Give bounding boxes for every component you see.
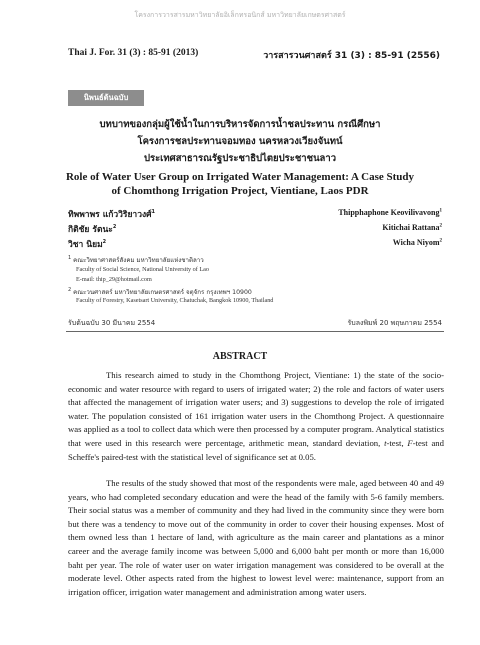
author-thai-2: กิติชัย รัตนะ$^2$	[68, 224, 117, 235]
english-title-line-2: of Chomthong Irrigation Project, Vientiane, Laos PDR	[111, 185, 369, 197]
affiliation-2-thai: $^2$ คณะวนศาสตร์ มหาวิทยาลัยเกษตรศาสตร์ จตุจักร กรุงเทพฯ 10900	[68, 287, 252, 297]
author-thai-1: ทิพพาพร แก้ววิริยาวงศ์$^1$	[68, 209, 156, 220]
accepted-date: รับลงพิมพ์ 20 พฤษภาคม 2554	[347, 319, 442, 327]
journal-citation-en: Thai J. For. 31 (3) : 85-91 (2013)	[68, 48, 199, 58]
abstract-heading: ABSTRACT	[212, 351, 268, 362]
affiliation-1-email: E-mail: thip_29@hotmail.com	[76, 276, 152, 283]
journal-citation-th: วารสารวนศาสตร์ 31 (3) : 85-91 (2556)	[263, 51, 440, 61]
thai-title-line-2: โครงการชลประทานจอมทอง นครหลวงเวียงจันทน์	[137, 136, 343, 147]
thai-title-line-3: ประเทศสาธารณรัฐประชาธิปไตยประชาชนลาว	[143, 153, 337, 164]
affiliation-2-en: Faculty of Forestry, Kasetsart University, Chatuchak, Bangkok 10900, Thailand	[76, 297, 274, 304]
affiliation-1-en: Faculty of Social Science, National University of Lao	[76, 266, 209, 273]
affiliation-1-thai: $^1$ คณะวิทยาศาสตร์สังคม มหาวิทยาลัยแห่งชาติลาว	[68, 255, 204, 265]
thai-title-line-1: บทบาทของกลุ่มผู้ใช้น้ำในการบริหารจัดการน้ำชลประทาน กรณีศึกษา	[99, 119, 381, 130]
english-title-line-1: Role of Water User Group on Irrigated Water Management: A Case Study	[65, 171, 414, 183]
section-badge: นิพนธ์ต้นฉบับ	[68, 90, 144, 106]
watermark: โครงการวารสารมหาวิทยาลัยอิเล็กทรอนิกส์ มหาวิทยาลัยเกษตรศาสตร์	[134, 11, 346, 19]
abstract-paragraph-2: The results of the study showed that most of the respondents were male, aged between 40 and 49 years, who had completed secondary education and were the head of the family with 5-6 family members. Their social status was a member of community and they had lived in the community since they were born but there was a tendency to move out of the community in order to cover their housing expenses. Most of them owned less than 1 hectare of land, with agriculture as the main career and plantations as a minor career and the average family income was between 5,000 and 6,000 baht per month or more than 16,000 baht per year. The role of water user on water irrigation management was considered to be overall at the moderate level. Other aspects rated from the highest to lowest level were: maintenance, support from an irrigation officer, irrigation water management and administration among water users.	[68, 478, 444, 597]
author-en-1: Thipphaphone Keovilivavong$^1$	[338, 208, 442, 217]
author-en-3: Wicha Niyom$^2$	[392, 238, 442, 247]
author-thai-3: วิชา นิยม$^2$	[68, 239, 107, 250]
abstract-paragraph-1: This research aimed to study in the Chomthong Project, Vientiane: 1) the state of the socio-economic and water resource with regard to users of irrigated water; 2) the role and factors of water users that affected the management of irrigation water users; and 3) suggestions to develop the role of irrigated water. The population consisted of 161 irrigation water users in the Chomthong Project. A questionnaire was applied as a tool to collect data which were then processed by a computer program. Analytical statistics that were used in this research were percentage, arithmetic mean, standard deviation, t-test, F-test and Scheffe's paired-test with the statistical level of significance set at 0.05.	[68, 370, 444, 462]
received-date: รับต้นฉบับ 30 มีนาคม 2554	[68, 319, 156, 327]
author-en-2: Kitichai Rattana$^2$	[382, 223, 442, 232]
header-divider	[66, 331, 444, 332]
